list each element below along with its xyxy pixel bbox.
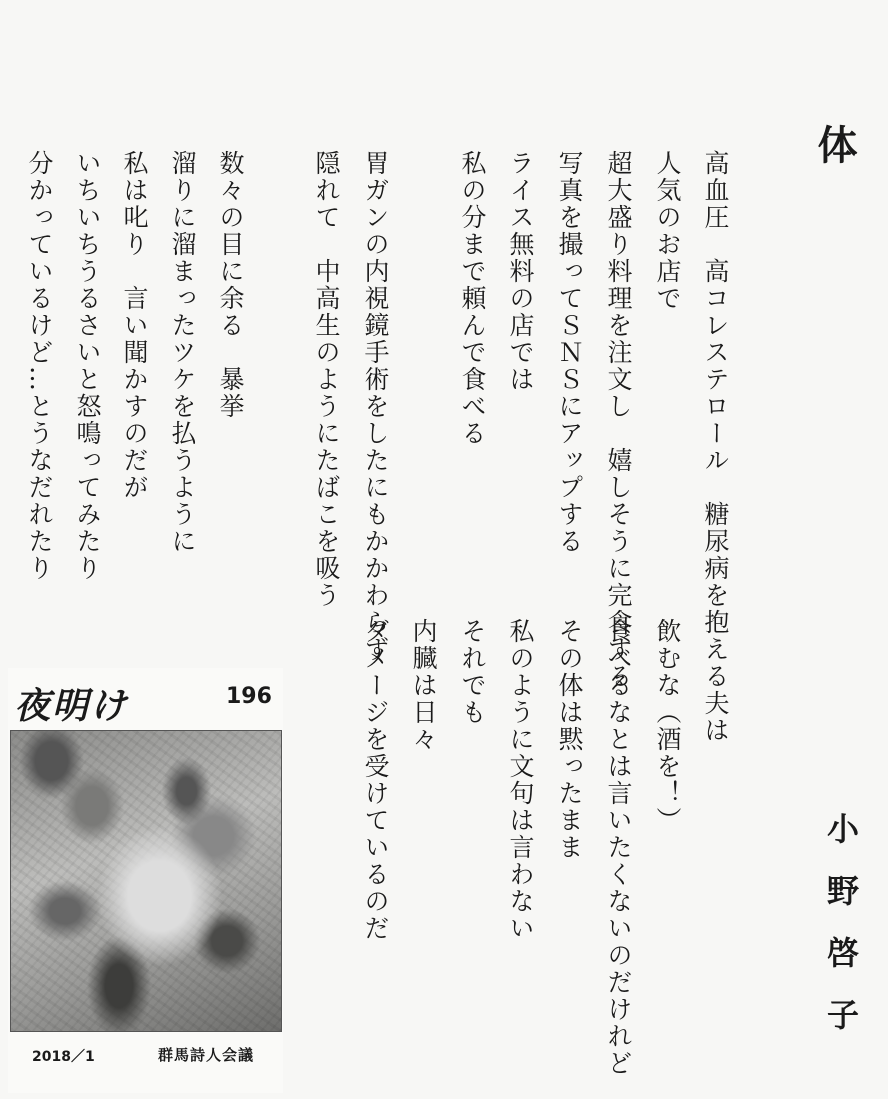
poem-line: 人気のお店で: [653, 150, 682, 312]
magazine-cover: [8, 668, 283, 1093]
poem-line: いちいちうるさいと怒鳴ってみたり: [73, 150, 102, 582]
poem-line: それでも: [458, 618, 487, 726]
poem-line: 食べるなとは言いたくないのだけれど: [604, 618, 633, 1077]
poem-line: 胃ガンの内視鏡手術をしたにもかかわらず: [361, 150, 390, 663]
cover-organization: 群馬詩人会議: [158, 1046, 255, 1064]
poem-line: 私の分まで頼んで食べる: [458, 150, 487, 447]
issue-number: 196: [226, 684, 272, 709]
poem-line: 溜りに溜まったツケを払うように: [168, 150, 197, 555]
poem-line: その体は黙ったまま: [555, 618, 584, 861]
poem-line: 私は叱り 言い聞かすのだが: [120, 150, 149, 501]
poem-line: 分かっているけど…とうなだれたり: [25, 150, 54, 582]
magazine-title: 夜明け: [14, 686, 129, 727]
poem-line: 写真を撮ってＳＮＳにアップする: [555, 150, 584, 555]
poem-line: 隠れて 中高生のようにたばこを吸う: [312, 150, 341, 609]
poem-title: 体: [811, 124, 858, 164]
poem-line: ダメージを受けているのだ: [361, 618, 390, 942]
poem-line: ライス無料の店では: [506, 150, 535, 393]
poem-line: 超大盛り料理を注文し 嬉しそうに完食する: [604, 150, 633, 690]
poem-line: 高血圧 高コレステロール 糖尿病を抱える夫は: [701, 150, 730, 744]
poem-author: 小野啓子: [822, 812, 860, 1060]
cover-date: 2018／1: [32, 1049, 95, 1065]
poem-line: 飲むな（酒を！）: [653, 618, 682, 834]
poem-line: 私のように文句は言わない: [506, 618, 535, 942]
poem-line: 内臓は日々: [409, 618, 438, 753]
poem-line: 数々の目に余る 暴挙: [216, 150, 245, 420]
cover-artwork: [10, 730, 282, 1032]
